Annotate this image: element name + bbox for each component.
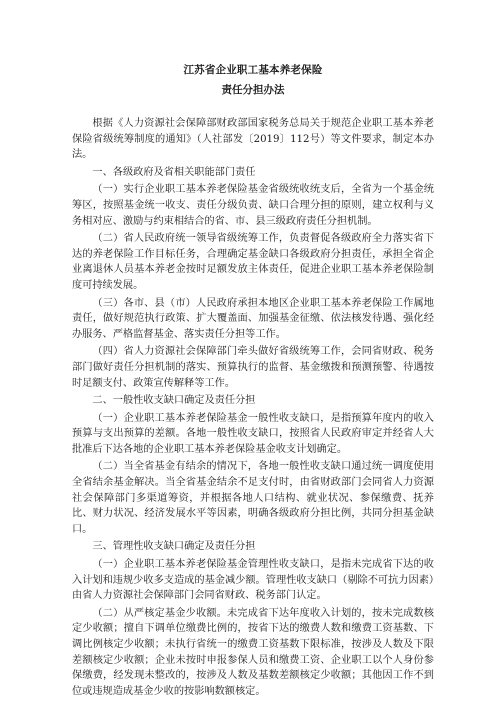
section-2-item-1: （一）企业职工基本养老保险基金一般性收支缺口，是指预算年度内的收入预算与支出预算的差额。各地一般性收支缺口，按照省人民政府审定并经省人大批准后下达各地的企业职工基本养老保险基金收支计划确定。 bbox=[72, 412, 434, 455]
document-subtitle: 责任分担办法 bbox=[221, 84, 285, 96]
section-1-item-3: （三）各市、县（市）人民政府承担本地区企业职工基本养老保险工作属地责任，做好规范执行政策、扩大覆盖面、加强基金征缴、依法核发待遇、强化经办服务、严格监督基金、落实责任分担等工作。 bbox=[72, 297, 434, 340]
section-1-item-4: （四）省人力资源社会保障部门牵头做好省级统筹工作，会同省财政、税务部门做好责任分担机制的落实、预算执行的监督、基金缴拨和预测预警、待遇按时足额支付、政策宣传解释等工作。 bbox=[72, 346, 434, 389]
intro-paragraph: 根据《人力资源社会保障部财政部国家税务总局关于规范企业职工基本养老保险省级统筹制度的通知》（人社部发〔2019〕112号）等文件要求，制定本办法。 bbox=[72, 118, 434, 161]
document-body bbox=[72, 116, 434, 699]
section-heading-2: 二、一般性收支缺口确定及责任分担 bbox=[92, 395, 256, 407]
section-heading-1: 一、各级政府及省相关职能部门责任 bbox=[92, 166, 256, 178]
section-2-item-2: （二）当全省基金有结余的情况下，各地一般性收支缺口通过统一调度使用全省结余基金解决。当全省基金结余不足支付时，由省财政部门会同省人力资源社会保障部门多渠道筹资，并根据各地人口结构、就业状况、参保缴费、抚养比、财力状况、经济发展水平等因素，明确各级政府分担比例，共同分担基金缺口。 bbox=[72, 461, 434, 535]
section-1-item-2: （二）省人民政府统一领导省级统筹工作，负责督促各级政府全力落实省下达的养老保险工作目标任务，合理确定基金缺口各级政府分担责任，承担全省企业离退休人员基本养老金按时足额发放主体责任，促进企业职工基本养老保险制度可持续发展。 bbox=[72, 233, 434, 291]
section-1-item-1: （一）实行企业职工基本养老保险基金省级统收统支后，全省为一个基金统筹区，按照基金统一收支、责任分级负责、缺口合理分担的原则，建立权利与义务相对应、激励与约束相结合的省、市、县三级政府责任分担机制。 bbox=[72, 184, 434, 227]
section-3-item-1: （一）企业职工基本养老保险基金管理性收支缺口，是指未完成省下达的收入计划和违规少收多支造成的基金减少额。管理性收支缺口（剔除不可抗力因素）由省人力资源社会保障部门会同省财政、税务部门认定。 bbox=[72, 559, 434, 602]
section-3-item-2: （二）从严核定基金少收额。未完成省下达年度收入计划的，按未完成数核定少收额；擅自下调单位缴费比例的，按省下达的缴费人数和缴费工资基数、下调比例核定少收额；未执行省统一的缴费工资基数下限标准，按涉及人数及下限差额核定少收额；企业未按时申报参保人员和缴费工资、企业职工以个人身份参保缴费，经发现未整改的，按涉及人数及基数差额核定少收额；其他因工作不到位或违规造成基金少收的按影响数额核定。 bbox=[72, 607, 434, 697]
section-heading-3: 三、管理性收支缺口确定及责任分担 bbox=[92, 541, 256, 553]
document-title: 江苏省企业职工基本养老保险 bbox=[183, 64, 323, 76]
